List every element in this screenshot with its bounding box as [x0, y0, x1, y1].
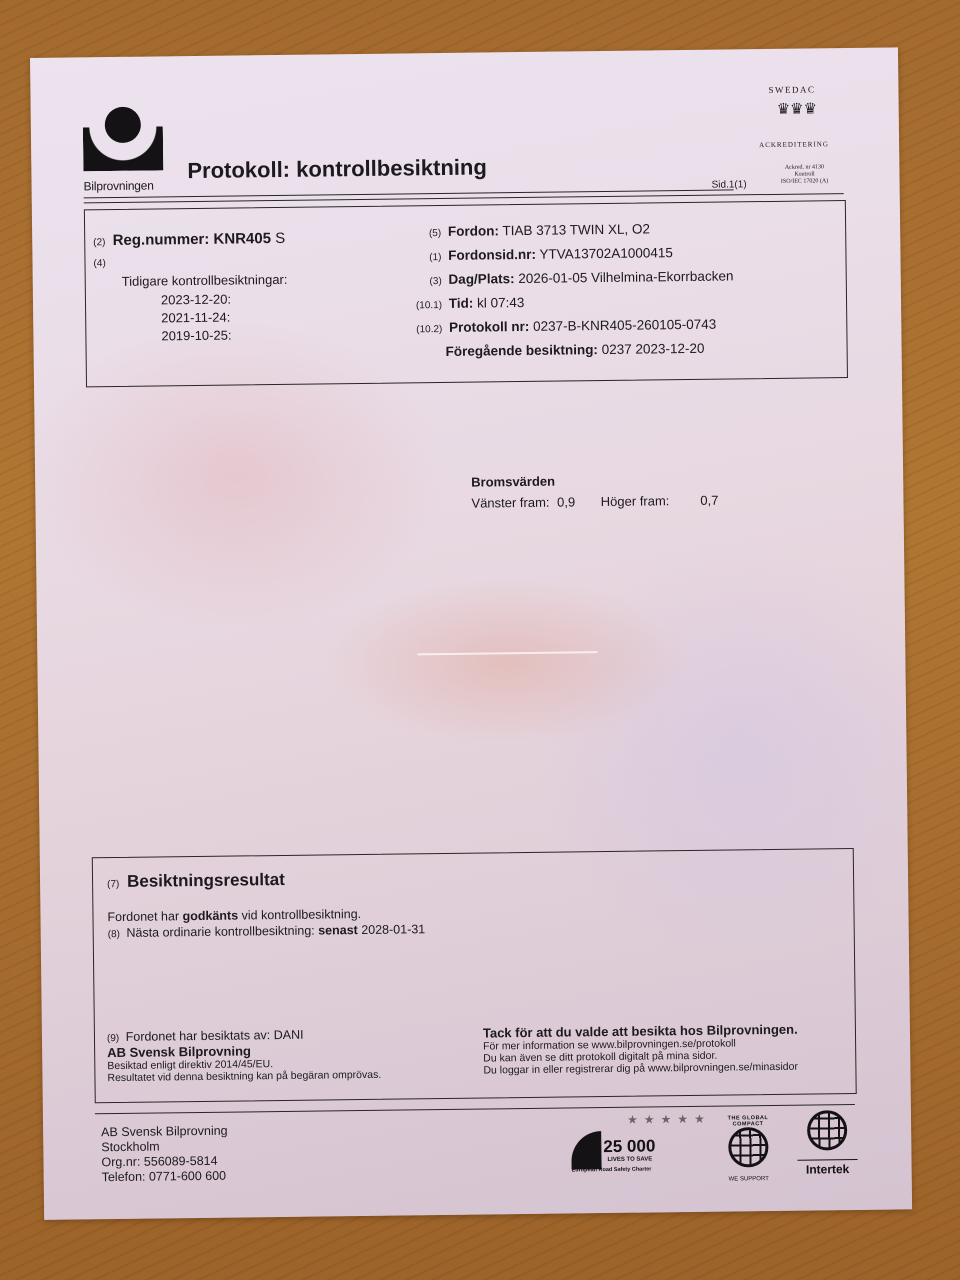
my-pages-link-text: Du loggar in eller registrerar dig på www.bilprovningen.se/minasidor	[483, 1060, 799, 1077]
field-ref: (4)	[93, 258, 106, 270]
field-label: Tid:	[448, 295, 474, 311]
vehicle-id-value: YTVA13702A1000415	[539, 245, 673, 262]
result-title: Besiktningsresultat	[126, 869, 285, 891]
next-inspection-label: Nästa ordinarie kontrollbesiktning:	[126, 923, 315, 940]
field-ref: (10.1)	[415, 299, 443, 312]
we-support-label: WE SUPPORT	[728, 1176, 769, 1183]
digital-protocol-text: Du kan även se ditt protokoll digitalt på mina sidor.	[483, 1049, 718, 1065]
field-label: Fordon:	[447, 223, 499, 239]
brake-values-title: Bromsvärden	[471, 473, 556, 490]
field-label: Föregående besiktning:	[445, 342, 598, 359]
accreditation-number: Ackred. nr 4130	[784, 164, 825, 171]
field-ref: (9)	[106, 1032, 120, 1045]
result-text: Fordonet har	[107, 909, 180, 925]
header-divider	[84, 189, 734, 198]
swedac-accreditation-icon	[754, 84, 845, 195]
protocol-number-value: 0237-B-KNR405-260105-0743	[533, 316, 717, 334]
inspection-protocol-paper	[30, 47, 912, 1220]
intertek-icon	[797, 1110, 858, 1181]
paper-crease	[417, 651, 597, 655]
lives-count: 25 000	[603, 1136, 656, 1157]
vehicle-value: TIAB 3713 TWIN XL, O2	[502, 221, 651, 239]
charter-label: European Road Safety Charter	[571, 1166, 652, 1174]
three-crowns-icon: ♛♛♛	[776, 100, 818, 118]
inspection-result-box	[92, 848, 857, 1103]
time-value: kl 07:43	[476, 294, 525, 311]
swedac-label: SWEDAC	[768, 84, 816, 95]
result-text: vid kontrollbesiktning.	[241, 907, 362, 923]
inspector-name: Fordonet har besiktats av: DANI	[125, 1027, 304, 1044]
accreditation-details	[769, 164, 839, 186]
field-ref: (5)	[428, 227, 442, 240]
global-compact-label: THE GLOBAL COMPACT	[727, 1115, 769, 1128]
page-title: Protokoll: kontrollbesiktning	[187, 154, 487, 184]
intertek-label: Intertek	[798, 1159, 858, 1177]
field-label: Reg.nummer:	[112, 230, 210, 250]
right-front-label: Höger fram:	[600, 493, 670, 510]
field-label: Protokoll nr:	[448, 318, 530, 335]
company-address	[101, 1124, 228, 1186]
field-ref: (3)	[429, 275, 442, 288]
list-item: 2023-12-20:	[160, 291, 232, 308]
list-item: 2021-11-24:	[161, 309, 231, 326]
company-name: AB Svensk Bilprovning	[101, 1123, 228, 1140]
brake-values-row	[471, 493, 718, 511]
registration-suffix: S	[275, 229, 286, 248]
road-safety-charter-icon	[571, 1111, 711, 1184]
previous-inspection-value: 0237 2023-12-20	[601, 340, 705, 358]
company-name: AB Svensk Bilprovning	[107, 1043, 251, 1061]
globe-icon	[728, 1127, 768, 1167]
registration-number	[93, 230, 285, 249]
accreditation-standard: ISO/IEC 17020 (A)	[780, 178, 829, 185]
result-statement	[107, 907, 361, 924]
inspector-info	[107, 1027, 381, 1084]
list-item: 2019-10-25:	[161, 327, 232, 344]
result-status: godkänts	[182, 908, 239, 924]
vehicle-details	[407, 220, 734, 368]
brake-values	[471, 472, 718, 511]
appeal-text: Resultatet vid denna besiktning kan på begäran omprövas.	[107, 1068, 382, 1085]
field-label: Fordonsid.nr:	[448, 246, 537, 263]
road-icon	[571, 1131, 601, 1169]
globe-icon	[807, 1110, 847, 1150]
field-ref: (10.2)	[416, 323, 443, 336]
field-label: Dag/Plats:	[448, 271, 515, 287]
phone-number: Telefon: 0771-600 600	[101, 1168, 227, 1185]
thank-you-note	[483, 1022, 798, 1077]
org-number: Org.nr: 556089-5814	[101, 1153, 218, 1170]
accreditation-type: Kontroll	[794, 171, 815, 178]
next-inspection-date: 2028-01-31	[361, 922, 426, 938]
page-number: Sid.1(1)	[711, 179, 747, 191]
company-city: Stockholm	[101, 1139, 160, 1155]
field-ref: (1)	[429, 251, 442, 264]
left-front-value: 0,9	[557, 494, 576, 510]
global-compact-icon	[713, 1115, 784, 1186]
registration-value: KNR405	[213, 230, 272, 248]
previous-inspections-list	[161, 291, 232, 346]
field-ref: (8)	[107, 928, 121, 941]
next-inspection-qualifier: senast	[318, 923, 358, 938]
previous-inspections-label: Tidigare kontrollbesiktningar:	[121, 271, 288, 289]
right-front-value: 0,7	[700, 492, 719, 508]
date-place-value: 2026-01-05 Vilhelmina-Ekorrbacken	[518, 268, 734, 287]
info-link-text: För mer information se www.bilprovningen.se/protokoll	[483, 1037, 736, 1053]
directive-text: Besiktad enligt direktiv 2014/45/EU.	[107, 1058, 274, 1073]
lives-label: LIVES TO SAVE	[607, 1156, 653, 1164]
field-ref: (7)	[107, 878, 120, 891]
next-inspection	[108, 922, 426, 940]
accreditation-label: ACKREDITERING	[759, 140, 829, 150]
left-front-label: Vänster fram:	[471, 494, 550, 511]
result-heading	[107, 870, 285, 892]
previous-inspection-row	[409, 340, 735, 368]
field-ref: (2)	[93, 237, 106, 249]
logo-text: Bilprovningen	[83, 178, 154, 194]
thank-you-title: Tack för att du valde att besikta hos Bilprovningen.	[482, 1021, 798, 1041]
footer-divider	[95, 1104, 855, 1114]
vehicle-info-box	[84, 200, 848, 387]
stars-icon: ★★★★★	[626, 1111, 711, 1127]
